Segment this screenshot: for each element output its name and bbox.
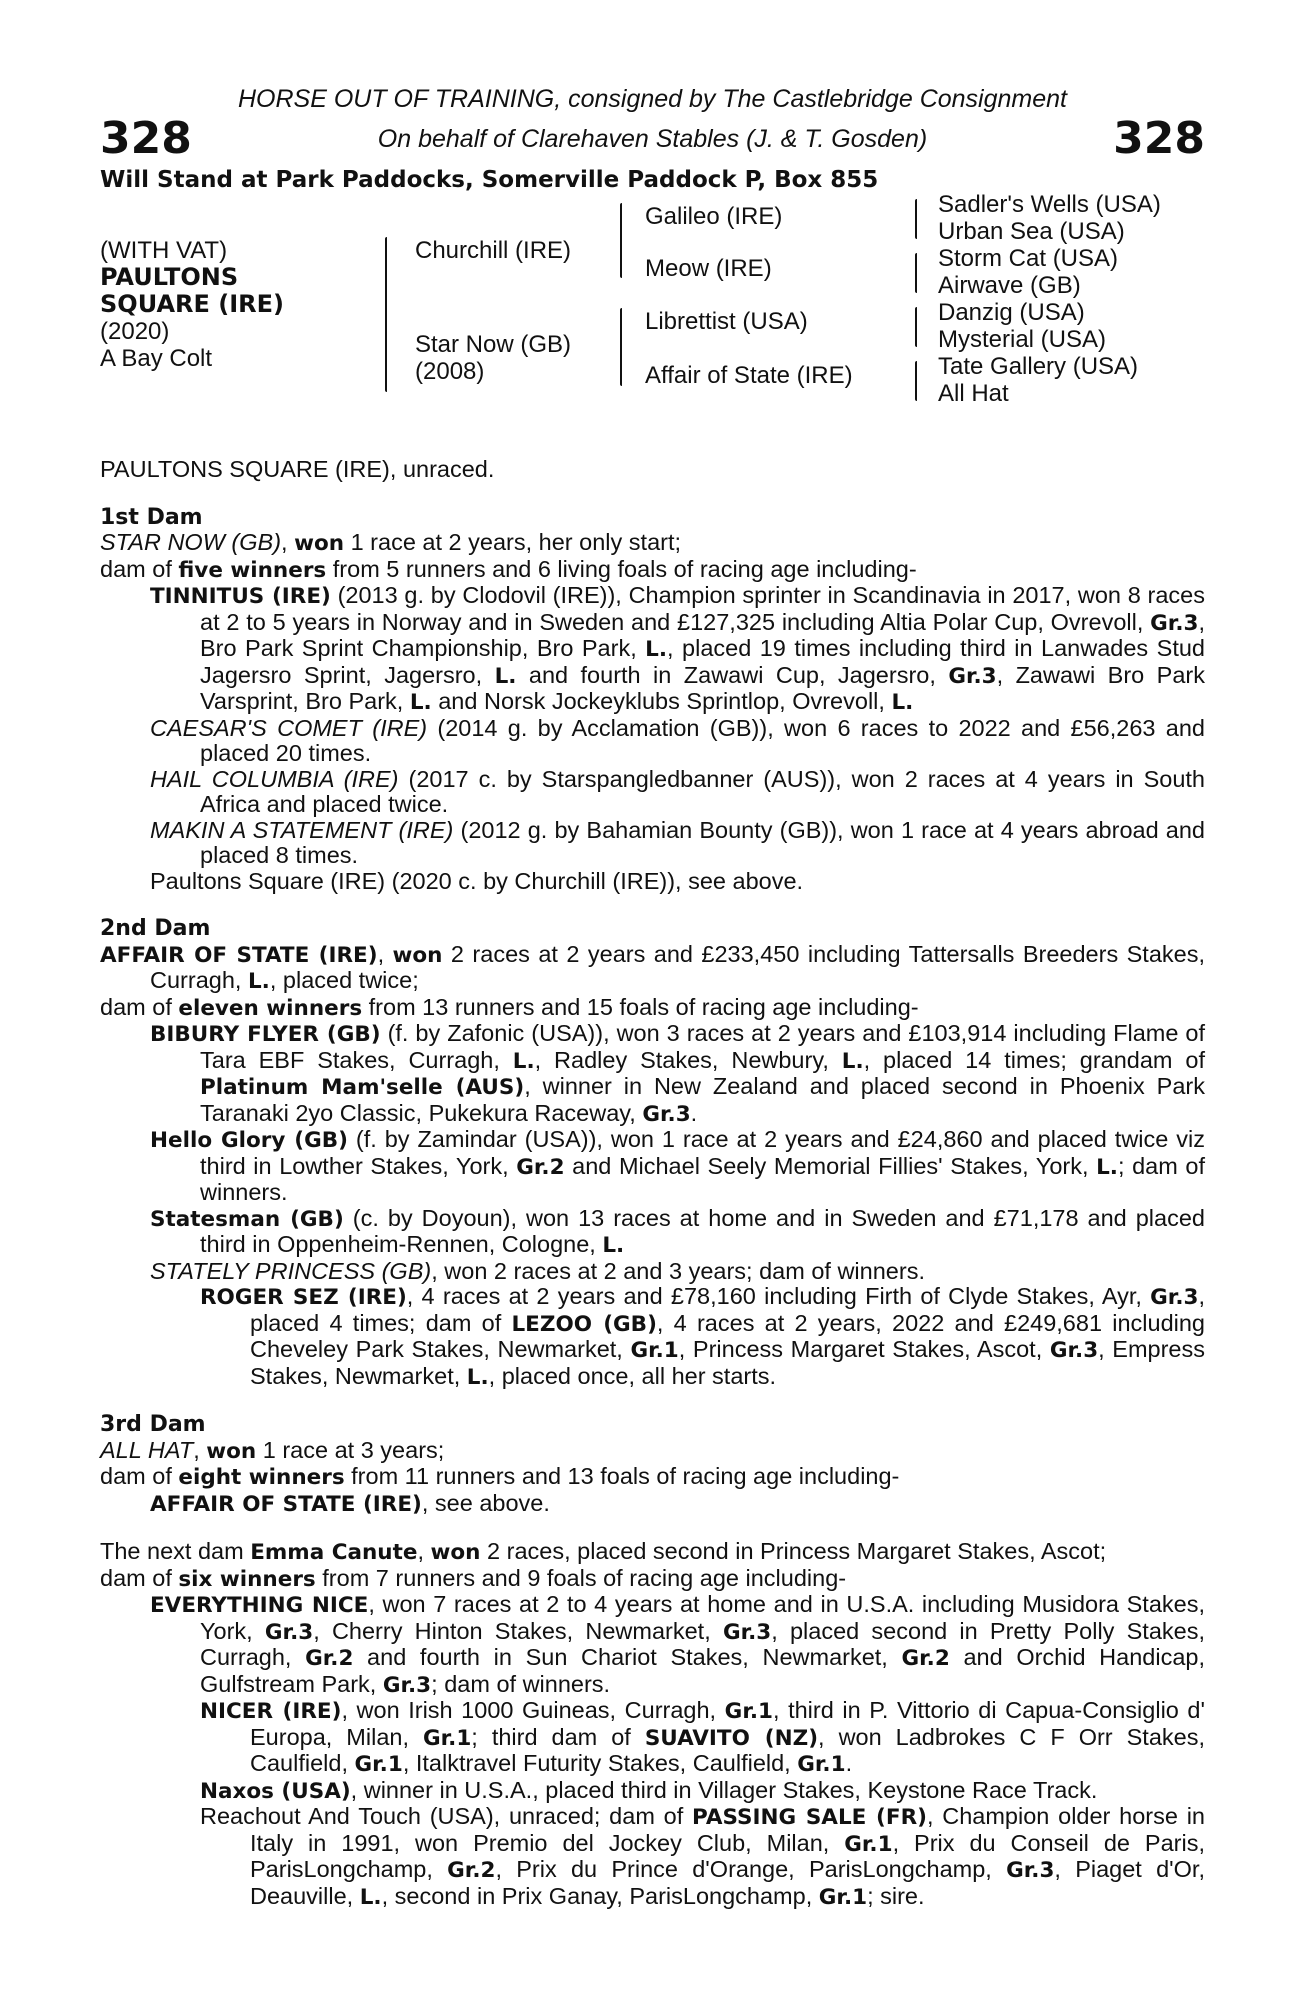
dam-name: Emma Canute [250, 1540, 418, 1565]
text: , winner in New Zealand and placed second in Phoenix Park Taranaki 2yo Classic, Pukekura Raceway, [200, 1073, 1205, 1126]
progeny-entry [100, 1491, 1205, 1518]
grand-progeny-entry [100, 1698, 1205, 1778]
horse-name-line1: PAULTONS [100, 263, 239, 291]
progeny-name: Naxos (USA) [200, 1778, 351, 1804]
text: ; dam of winners. [200, 1152, 1206, 1205]
grade: Gr.2 [516, 1154, 565, 1180]
text: . [690, 1099, 698, 1126]
intro-line: PAULTONS SQUARE (IRE), unraced. [100, 456, 495, 482]
progeny-entry [100, 1127, 1205, 1206]
third-dam-summary [100, 1464, 1205, 1491]
vat-note: (WITH VAT) [100, 237, 228, 264]
text: , Italktravel Futurity Stakes, Caulfield, [402, 1750, 798, 1776]
grand-progeny-entry [100, 1778, 1205, 1805]
grade: Gr.3 [642, 1101, 691, 1127]
text: , [281, 529, 295, 555]
text: 1 race at 2 years, her only start; [344, 529, 682, 555]
progeny-entry [100, 583, 1205, 716]
first-dam-heading: 1st Dam [100, 504, 203, 530]
grand-progeny-entry [100, 1804, 1205, 1910]
grade: Gr.3 [1150, 610, 1199, 636]
won-label: won [430, 1540, 481, 1565]
progeny-entry [100, 1592, 1205, 1698]
third-dam-line [100, 1438, 1205, 1465]
gg-dam-2: Airwave (GB) [938, 272, 1081, 299]
grade: L. [1096, 1154, 1118, 1180]
first-dam-line [100, 530, 1205, 557]
gg-sire-4: Tate Gallery (USA) [938, 353, 1139, 380]
sire: Churchill (IRE) [415, 237, 572, 264]
horse-description: A Bay Colt [100, 345, 213, 372]
progeny-entry [100, 1021, 1205, 1127]
text: ; dam of winners. [431, 1670, 611, 1697]
brace-g56 [915, 307, 917, 347]
gg-dam-3: Mysterial (USA) [938, 326, 1107, 353]
gg-sire-1: Sadler's Wells (USA) [938, 191, 1161, 218]
grade: Gr.1 [354, 1752, 403, 1777]
consignment-line: HORSE OUT OF TRAINING, consigned by The Castlebridge Consignment [237, 85, 1068, 113]
text: from 7 runners and 9 foals of racing age including- [315, 1564, 847, 1591]
dam-name: AFFAIR OF STATE (IRE) [100, 942, 378, 968]
horse-name: SUAVITO (NZ) [644, 1725, 819, 1751]
catalogue-page [100, 85, 1205, 1910]
lot-number-left: 328 [100, 113, 192, 164]
text: ; third dam of [471, 1723, 645, 1750]
text: . [845, 1750, 853, 1776]
text: and fourth in Sun Chariot Stakes, Newmarket, [353, 1644, 902, 1670]
grand-progeny-entry [100, 1284, 1205, 1390]
first-dam-summary [100, 557, 1205, 584]
progeny-name: HAIL COLUMBIA (IRE) [150, 765, 399, 792]
grade: L. [602, 1233, 625, 1258]
text: , won Irish 1000 Guineas, Curragh, [341, 1697, 725, 1723]
text: , won 2 races at 2 and 3 years; dam of winners. [431, 1257, 925, 1284]
winner-count: eight winners [178, 1465, 345, 1490]
text: and Norsk Jockeyklubs Sprintlop, Ovrevoll, [431, 688, 892, 714]
text: , 4 races at 2 years and £78,160 including Firth of Clyde Stakes, Ayr, [406, 1283, 1151, 1309]
grade: Gr.3 [1150, 1285, 1199, 1310]
text: , [417, 1538, 431, 1564]
text: Paultons Square (IRE) (2020 c. by Churchill (IRE)), see above. [150, 867, 804, 894]
grade: Gr.1 [818, 1884, 868, 1910]
progeny-entry [100, 716, 1205, 767]
text: , won 7 races at 2 to 4 years at home and in U.S.A. including Musidora Stakes, York, [200, 1591, 1205, 1644]
text: (f. by Zamindar (USA)), won 1 race at 2 years and £24,860 and placed twice viz third in Lowther Stakes, York, [200, 1126, 1205, 1179]
grade: L. [512, 1048, 535, 1074]
grade: Gr.1 [724, 1699, 773, 1724]
sire-dam: Meow (IRE) [645, 255, 772, 282]
progeny-entry [100, 869, 1205, 895]
text: , won Ladbrokes C F Orr Stakes, Caulfield, [250, 1723, 1205, 1776]
progeny-entry [100, 1206, 1205, 1259]
pedigree-table [100, 191, 1205, 435]
grade: L. [645, 637, 668, 662]
text: , Zawawi Bro Park Varsprint, Bro Park, [200, 661, 1205, 714]
text: , placed 4 times; dam of [250, 1283, 1205, 1336]
dam-name: STAR NOW (GB) [100, 529, 282, 555]
won-label: won [294, 531, 345, 556]
text: , [377, 940, 393, 967]
text: (2014 g. by Acclamation (GB)), won 6 races to 2022 and £56,263 and placed 20 times. [200, 714, 1205, 766]
text: from 11 runners and 13 foals of racing age including- [344, 1463, 900, 1489]
pedigree-brace [385, 237, 387, 392]
grade: Gr.2 [305, 1646, 354, 1671]
progeny-name: Statesman (GB) [150, 1206, 344, 1232]
second-dam-summary [100, 995, 1205, 1022]
text: , third in P. Vittorio di Capua-Consiglio d' Europa, Milan, [250, 1697, 1205, 1750]
text: , second in Prix Ganay, ParisLongchamp, [381, 1882, 819, 1909]
grade: Gr.3 [722, 1619, 772, 1645]
grade: Gr.3 [1049, 1338, 1099, 1363]
text: 2 races at 2 years and £233,450 including Tattersalls Breeders Stakes, Curragh, [150, 940, 1206, 993]
dam-year: (2008) [415, 358, 485, 385]
gg-sire-3: Danzig (USA) [938, 299, 1085, 326]
grade: Gr.3 [1006, 1858, 1055, 1883]
text: , see above. [421, 1489, 550, 1516]
text: , Champion older horse in Italy in 1991, won Premio del Jockey Club, Milan, [250, 1803, 1205, 1856]
produce-record [100, 457, 1205, 1910]
grade: L. [466, 1364, 489, 1390]
text: , Bro Park Sprint Championship, Bro Park, [200, 608, 1205, 661]
dam-sire: Librettist (USA) [645, 308, 808, 335]
text: ; sire. [867, 1882, 925, 1909]
text: , Prix du Prince d'Orange, ParisLongchamp, [495, 1856, 1007, 1882]
gg-dam-4: All Hat [938, 380, 1009, 407]
grade: Gr.3 [948, 663, 997, 689]
text: (f. by Zafonic (USA)), won 3 races at 2 years and £103,914 including Flame of Tara EBF Stakes, Curragh, [200, 1020, 1206, 1073]
grade: Gr.2 [447, 1858, 496, 1883]
text: and Michael Seely Memorial Fillies' Stakes, York, [564, 1152, 1097, 1179]
dam-brace [620, 308, 622, 386]
text: , [193, 1436, 207, 1463]
text: (2017 c. by Starspangledbanner (AUS)), won 2 races at 4 years in South Africa and placed twice. [200, 765, 1206, 817]
text: , 4 races at 2 years, 2022 and £249,681 including Cheveley Park Stakes, Newmarket, [250, 1309, 1206, 1362]
progeny-name: MAKIN A STATEMENT (IRE) [150, 816, 454, 843]
won-label: won [206, 1438, 257, 1464]
third-dam-heading: 3rd Dam [100, 1412, 206, 1437]
grade: L. [247, 969, 270, 994]
text: (2013 g. by Clodovil (IRE)), Champion sprinter in Scandinavia in 2017, won 8 races at 2 to 5 years in Norway and in Sweden and £127,325 including Altia Polar Cup, Ovrevoll, [200, 582, 1206, 635]
text: , placed once, all her starts. [488, 1362, 777, 1389]
horse-name: Platinum Mam'selle (AUS) [200, 1075, 525, 1100]
dam: Star Now (GB) [415, 331, 572, 358]
dam-name: ALL HAT [100, 1436, 194, 1463]
text: The next dam [100, 1538, 251, 1564]
grade: L. [841, 1048, 864, 1074]
behalf-line: On behalf of Clarehaven Stables (J. & T. Gosden) [377, 125, 928, 153]
progeny-name: STATELY PRINCESS (GB) [150, 1257, 432, 1284]
dam-dam: Affair of State (IRE) [645, 362, 853, 389]
grade: Gr.1 [422, 1725, 472, 1751]
won-label: won [392, 942, 443, 968]
progeny-entry [100, 818, 1205, 869]
progeny-name: EVERYTHING NICE [150, 1593, 369, 1618]
gg-sire-2: Storm Cat (USA) [938, 245, 1119, 272]
text: dam of [100, 555, 179, 582]
text: , winner in U.S.A., placed third in Villager Stakes, Keystone Race Track. [350, 1776, 1098, 1803]
progeny-name: Hello Glory (GB) [150, 1128, 348, 1153]
winner-count: five winners [178, 557, 327, 583]
grade: L. [359, 1884, 382, 1910]
progeny-name: AFFAIR OF STATE (IRE) [150, 1491, 422, 1517]
text: dam of [100, 1564, 179, 1591]
next-dam-line [100, 1539, 1205, 1566]
progeny-name: NICER (IRE) [200, 1699, 342, 1724]
horse-year: (2020) [100, 318, 170, 345]
text: , Prix du Conseil de Paris, ParisLongchamp, [250, 1829, 1205, 1882]
grade: L. [891, 690, 914, 715]
text: , placed second in Pretty Polly Stakes, Curragh, [200, 1617, 1205, 1670]
grade: Gr.2 [901, 1646, 950, 1671]
stand-location: Will Stand at Park Paddocks, Somerville Paddock P, Box 855 [100, 167, 879, 193]
gg-dam-1: Urban Sea (USA) [938, 218, 1125, 245]
horse-name: LEZOO (GB) [511, 1311, 657, 1337]
second-dam-line [100, 942, 1205, 995]
progeny-name: ROGER SEZ (IRE) [200, 1285, 407, 1310]
second-dam-heading: 2nd Dam [100, 916, 211, 941]
grade: Gr.1 [844, 1831, 893, 1857]
next-dam-summary [100, 1566, 1205, 1593]
brace-g12 [915, 199, 917, 239]
text: , Cherry Hinton Stakes, Newmarket, [313, 1617, 723, 1644]
text: (2012 g. by Bahamian Bounty (GB)), won 1 race at 4 years abroad and placed 8 times. [200, 816, 1205, 868]
text: (c. by Doyoun), won 13 races at home and in Sweden and £71,178 and placed third in Oppenheim-Rennen, Cologne, [200, 1204, 1205, 1257]
text: , placed twice; [269, 967, 419, 993]
grade: Gr.3 [382, 1672, 432, 1698]
winner-count: eleven winners [178, 995, 363, 1021]
text: dam of [100, 1463, 179, 1489]
brace-g34 [915, 253, 917, 293]
text: , placed 19 times including third in Lanwades Stud Jagersro Sprint, Jagersro, [200, 635, 1205, 688]
text: , Empress Stakes, Newmarket, [250, 1336, 1206, 1389]
text: 1 race at 3 years; [256, 1436, 445, 1463]
grade: Gr.1 [630, 1338, 679, 1363]
grade: L. [494, 663, 517, 689]
horse-name: PASSING SALE (FR) [692, 1805, 927, 1830]
lot-number-right: 328 [1113, 113, 1205, 164]
text: 2 races, placed second in Princess Margaret Stakes, Ascot; [480, 1538, 1107, 1564]
brace-g78 [915, 361, 917, 401]
text: dam of [100, 993, 179, 1020]
winner-count: six winners [178, 1566, 316, 1592]
text: , Piaget d'Or, Deauville, [250, 1856, 1205, 1909]
grade: Gr.3 [264, 1619, 314, 1645]
progeny-entry [100, 767, 1205, 818]
text: , placed 14 times; grandam of [863, 1046, 1205, 1073]
grade: Gr.1 [797, 1752, 846, 1777]
text: , Princess Margaret Stakes, Ascot, [678, 1336, 1050, 1362]
text: and fourth in Zawawi Cup, Jagersro, [516, 661, 949, 688]
grade: L. [409, 690, 432, 715]
text: and Orchid Handicap, Gulfstream Park, [200, 1644, 1206, 1697]
text: , Radley Stakes, Newbury, [534, 1046, 842, 1073]
text: from 5 runners and 6 living foals of racing age including- [326, 555, 917, 582]
progeny-name: TINNITUS (IRE) [150, 584, 331, 609]
sire-sire: Galileo (IRE) [645, 203, 783, 230]
text: from 13 runners and 15 foals of racing age including- [362, 993, 919, 1020]
horse-name-line2: SQUARE (IRE) [100, 290, 284, 318]
lot-header [100, 85, 1205, 195]
text: Reachout And Touch (USA), unraced; dam of [200, 1803, 693, 1829]
sire-brace [620, 203, 622, 278]
progeny-name: CAESAR'S COMET (IRE) [150, 714, 428, 741]
progeny-entry [100, 1259, 1205, 1285]
progeny-name: BIBURY FLYER (GB) [150, 1022, 381, 1047]
